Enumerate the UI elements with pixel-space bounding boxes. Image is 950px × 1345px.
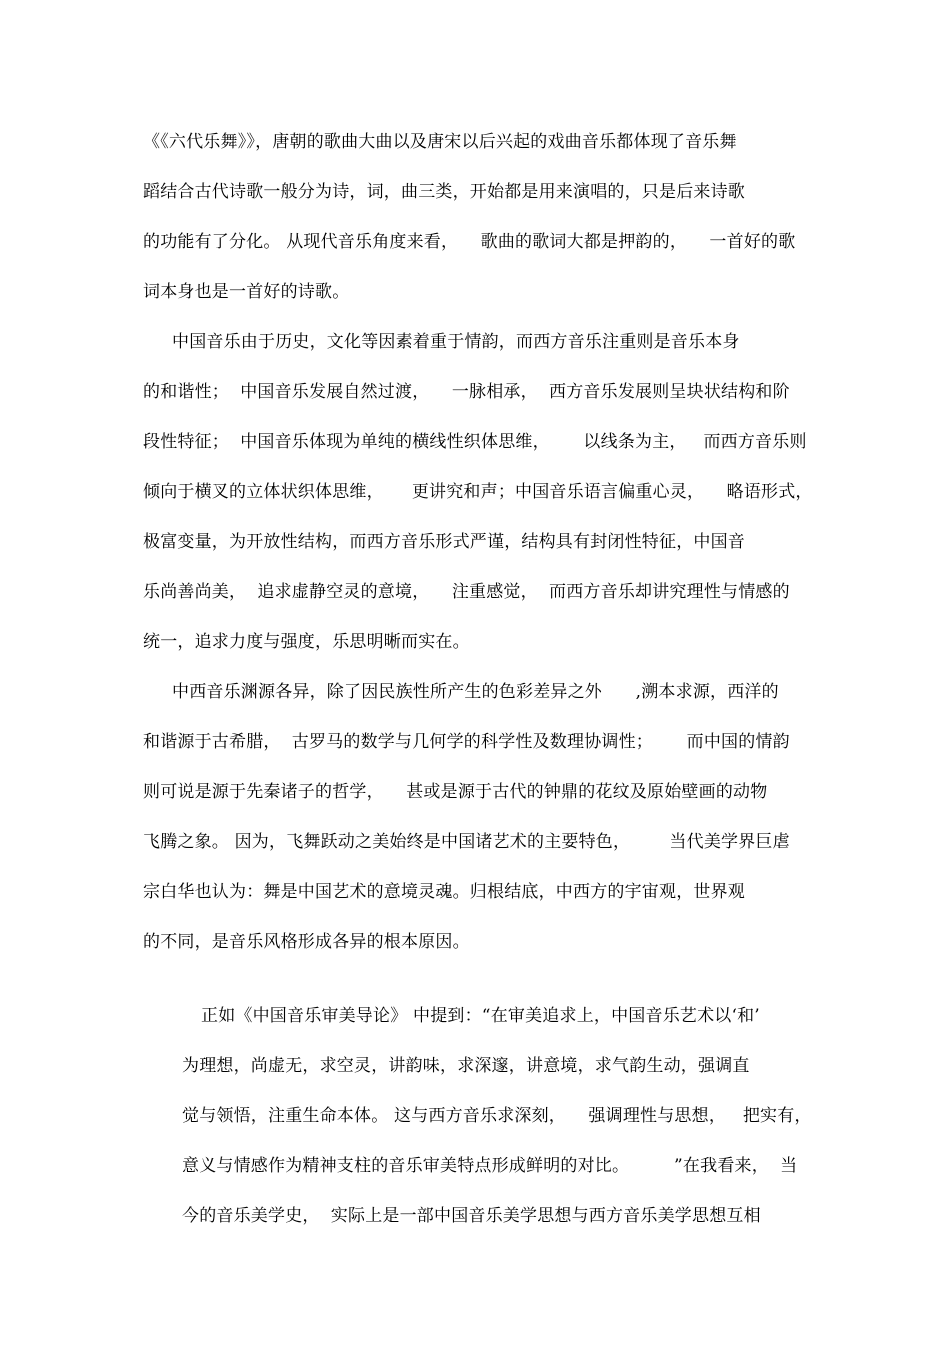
text-line: 为理想，尚虚无，求空灵，讲韵味，求深邃，讲意境，求气韵生动，强调直 <box>182 1056 750 1076</box>
text-line: 正如《中国音乐审美导论》 中提到：“在审美追求上，中国音乐艺术以‘和’ <box>201 1006 760 1026</box>
text-line: 的和谐性； 中国音乐发展自然过渡， 一脉相承， 西方音乐发展则呈块状结构和阶 <box>143 382 790 402</box>
text-line: 飞腾之象。 因为，飞舞跃动之美始终是中国诸艺术的主要特色， 当代美学界巨虐 <box>143 832 790 852</box>
text-line: 统一，追求力度与强度，乐思明晰而实在。 <box>143 632 470 652</box>
text-line: 的不同，是音乐风格形成各异的根本原因。 <box>143 932 470 952</box>
text-line: 段性特征； 中国音乐体现为单纯的横线性织体思维， 以线条为主， 而西方音乐则 <box>143 432 807 452</box>
text-line: 觉与领悟，注重生命本体。 这与西方音乐求深刻， 强调理性与思想， 把实有， <box>182 1106 812 1126</box>
text-line: 蹈结合古代诗歌一般分为诗，词，曲三类，开始都是用来演唱的，只是后来诗歌 <box>143 182 745 202</box>
text-line: 中西音乐渊源各异，除了因民族性所产生的色彩差异之外 ,溯本求源，西洋的 <box>172 682 779 702</box>
text-line: 和谐源于古希腊， 古罗马的数学与几何学的科学性及数理协调性； 而中国的情韵 <box>143 732 790 752</box>
text-line: 则可说是源于先秦诸子的哲学， 甚或是源于古代的钟鼎的花纹及原始壁画的动物 <box>143 782 768 802</box>
text-line: 中国音乐由于历史，文化等因素着重于情韵，而西方音乐注重则是音乐本身 <box>172 332 740 352</box>
text-line: 词本身也是一首好的诗歌。 <box>143 282 350 302</box>
text-line: 今的音乐美学史， 实际上是一部中国音乐美学思想与西方音乐美学思想互相 <box>182 1206 761 1226</box>
text-line: 意义与情感作为精神支柱的音乐审美特点形成鲜明的对比。 ”在我看来， 当 <box>182 1156 798 1176</box>
text-line: 极富变量，为开放性结构，而西方音乐形式严谨，结构具有封闭性特征，中国音 <box>143 532 745 552</box>
text-line: 《《六代乐舞》》，唐朝的歌曲大曲以及唐宋以后兴起的戏曲音乐都体现了音乐舞 <box>143 132 737 152</box>
text-line: 倾向于横叉的立体状织体思维， 更讲究和声；中国音乐语言偏重心灵， 略语形式， <box>143 482 813 502</box>
text-line: 的功能有了分化。 从现代音乐角度来看， 歌曲的歌词大都是押韵的， 一首好的歌 <box>143 232 796 252</box>
text-line: 乐尚善尚美， 追求虚静空灵的意境， 注重感觉， 而西方音乐却讲究理性与情感的 <box>143 582 790 602</box>
text-line: 宗白华也认为：舞是中国艺术的意境灵魂。归根结底，中西方的宇宙观，世界观 <box>143 882 745 902</box>
